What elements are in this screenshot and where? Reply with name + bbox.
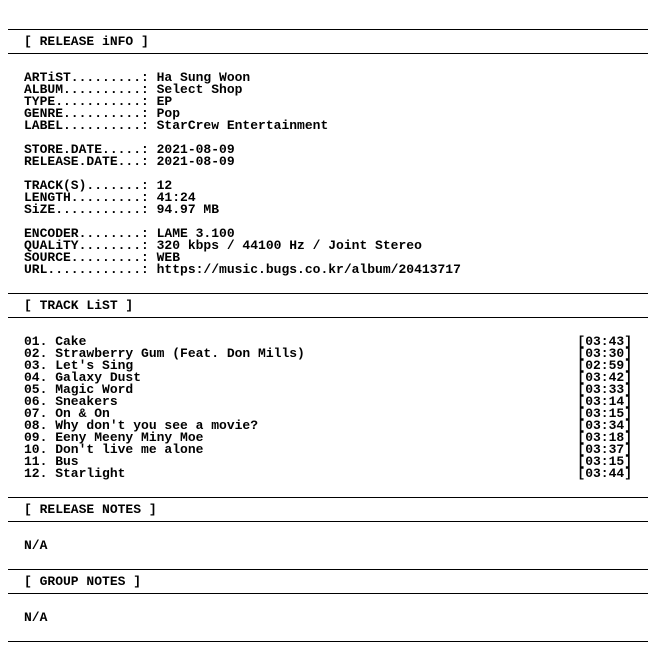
info-source: SOURCE.........: WEB [24, 250, 181, 265]
track-title: 04. Galaxy Dust [24, 370, 142, 385]
info-genre: GENRE..........: Pop [24, 106, 181, 121]
track-duration: [03:33] [577, 382, 632, 397]
track-row [8, 468, 648, 480]
group-notes-text: N/A [24, 610, 48, 625]
info-artist: ARTiST.........: Ha Sung Woon [24, 70, 251, 85]
track-row [8, 444, 648, 456]
track-duration: [03:44] [577, 466, 632, 481]
track-duration: [03:37] [577, 442, 632, 457]
release-notes-heading: [ RELEASE NOTES ] [24, 502, 157, 517]
track-title: 06. Sneakers [24, 394, 118, 409]
divider [8, 521, 648, 522]
track-title: 10. Don't live me alone [24, 442, 204, 457]
info-label: LABEL..........: StarCrew Entertainment [24, 118, 329, 133]
info-type: TYPE...........: EP [24, 94, 173, 109]
track-duration: [03:18] [577, 430, 632, 445]
info-quality: QUALiTY........: 320 kbps / 44100 Hz / Joint Stereo [24, 238, 422, 253]
track-list-heading: [ TRACK LiST ] [24, 298, 134, 313]
info-size: SiZE...........: 94.97 MB [24, 202, 220, 217]
track-duration: [02:59] [577, 358, 632, 373]
track-duration: [03:15] [577, 454, 632, 469]
track-title: 09. Eeny Meeny Miny Moe [24, 430, 204, 445]
track-title: 12. Starlight [24, 466, 126, 481]
track-duration: [03:34] [577, 418, 632, 433]
track-title: 03. Let's Sing [24, 358, 134, 373]
info-release-date: RELEASE.DATE...: 2021-08-09 [24, 154, 235, 169]
divider [8, 317, 648, 318]
info-encoder: ENCODER........: LAME 3.100 [24, 226, 235, 241]
info-url: URL............: https://music.bugs.co.kr/album/20413717 [24, 262, 461, 277]
info-length: LENGTH.........: 41:24 [24, 190, 196, 205]
divider [8, 593, 648, 594]
divider [8, 641, 648, 642]
track-duration: [03:14] [577, 394, 632, 409]
divider [8, 29, 648, 30]
info-album: ALBUM..........: Select Shop [24, 82, 243, 97]
release-notes-text: N/A [24, 538, 48, 553]
track-title: 05. Magic Word [24, 382, 134, 397]
track-duration: [03:42] [577, 370, 632, 385]
info-store-date: STORE.DATE.....: 2021-08-09 [24, 142, 235, 157]
track-duration: [03:43] [577, 334, 632, 349]
divider [8, 293, 648, 294]
track-title: 07. On & On [24, 406, 110, 421]
divider [8, 53, 648, 54]
group-notes-heading: [ GROUP NOTES ] [24, 574, 142, 589]
track-title: 11. Bus [24, 454, 79, 469]
release-info-heading: [ RELEASE iNFO ] [24, 34, 149, 49]
track-title: 08. Why don't you see a movie? [24, 418, 259, 433]
divider [8, 569, 648, 570]
track-title: 01. Cake [24, 334, 87, 349]
track-title: 02. Strawberry Gum (Feat. Don Mills) [24, 346, 305, 361]
info-tracks: TRACK(S).......: 12 [24, 178, 173, 193]
divider [8, 497, 648, 498]
track-duration: [03:30] [577, 346, 632, 361]
track-duration: [03:15] [577, 406, 632, 421]
